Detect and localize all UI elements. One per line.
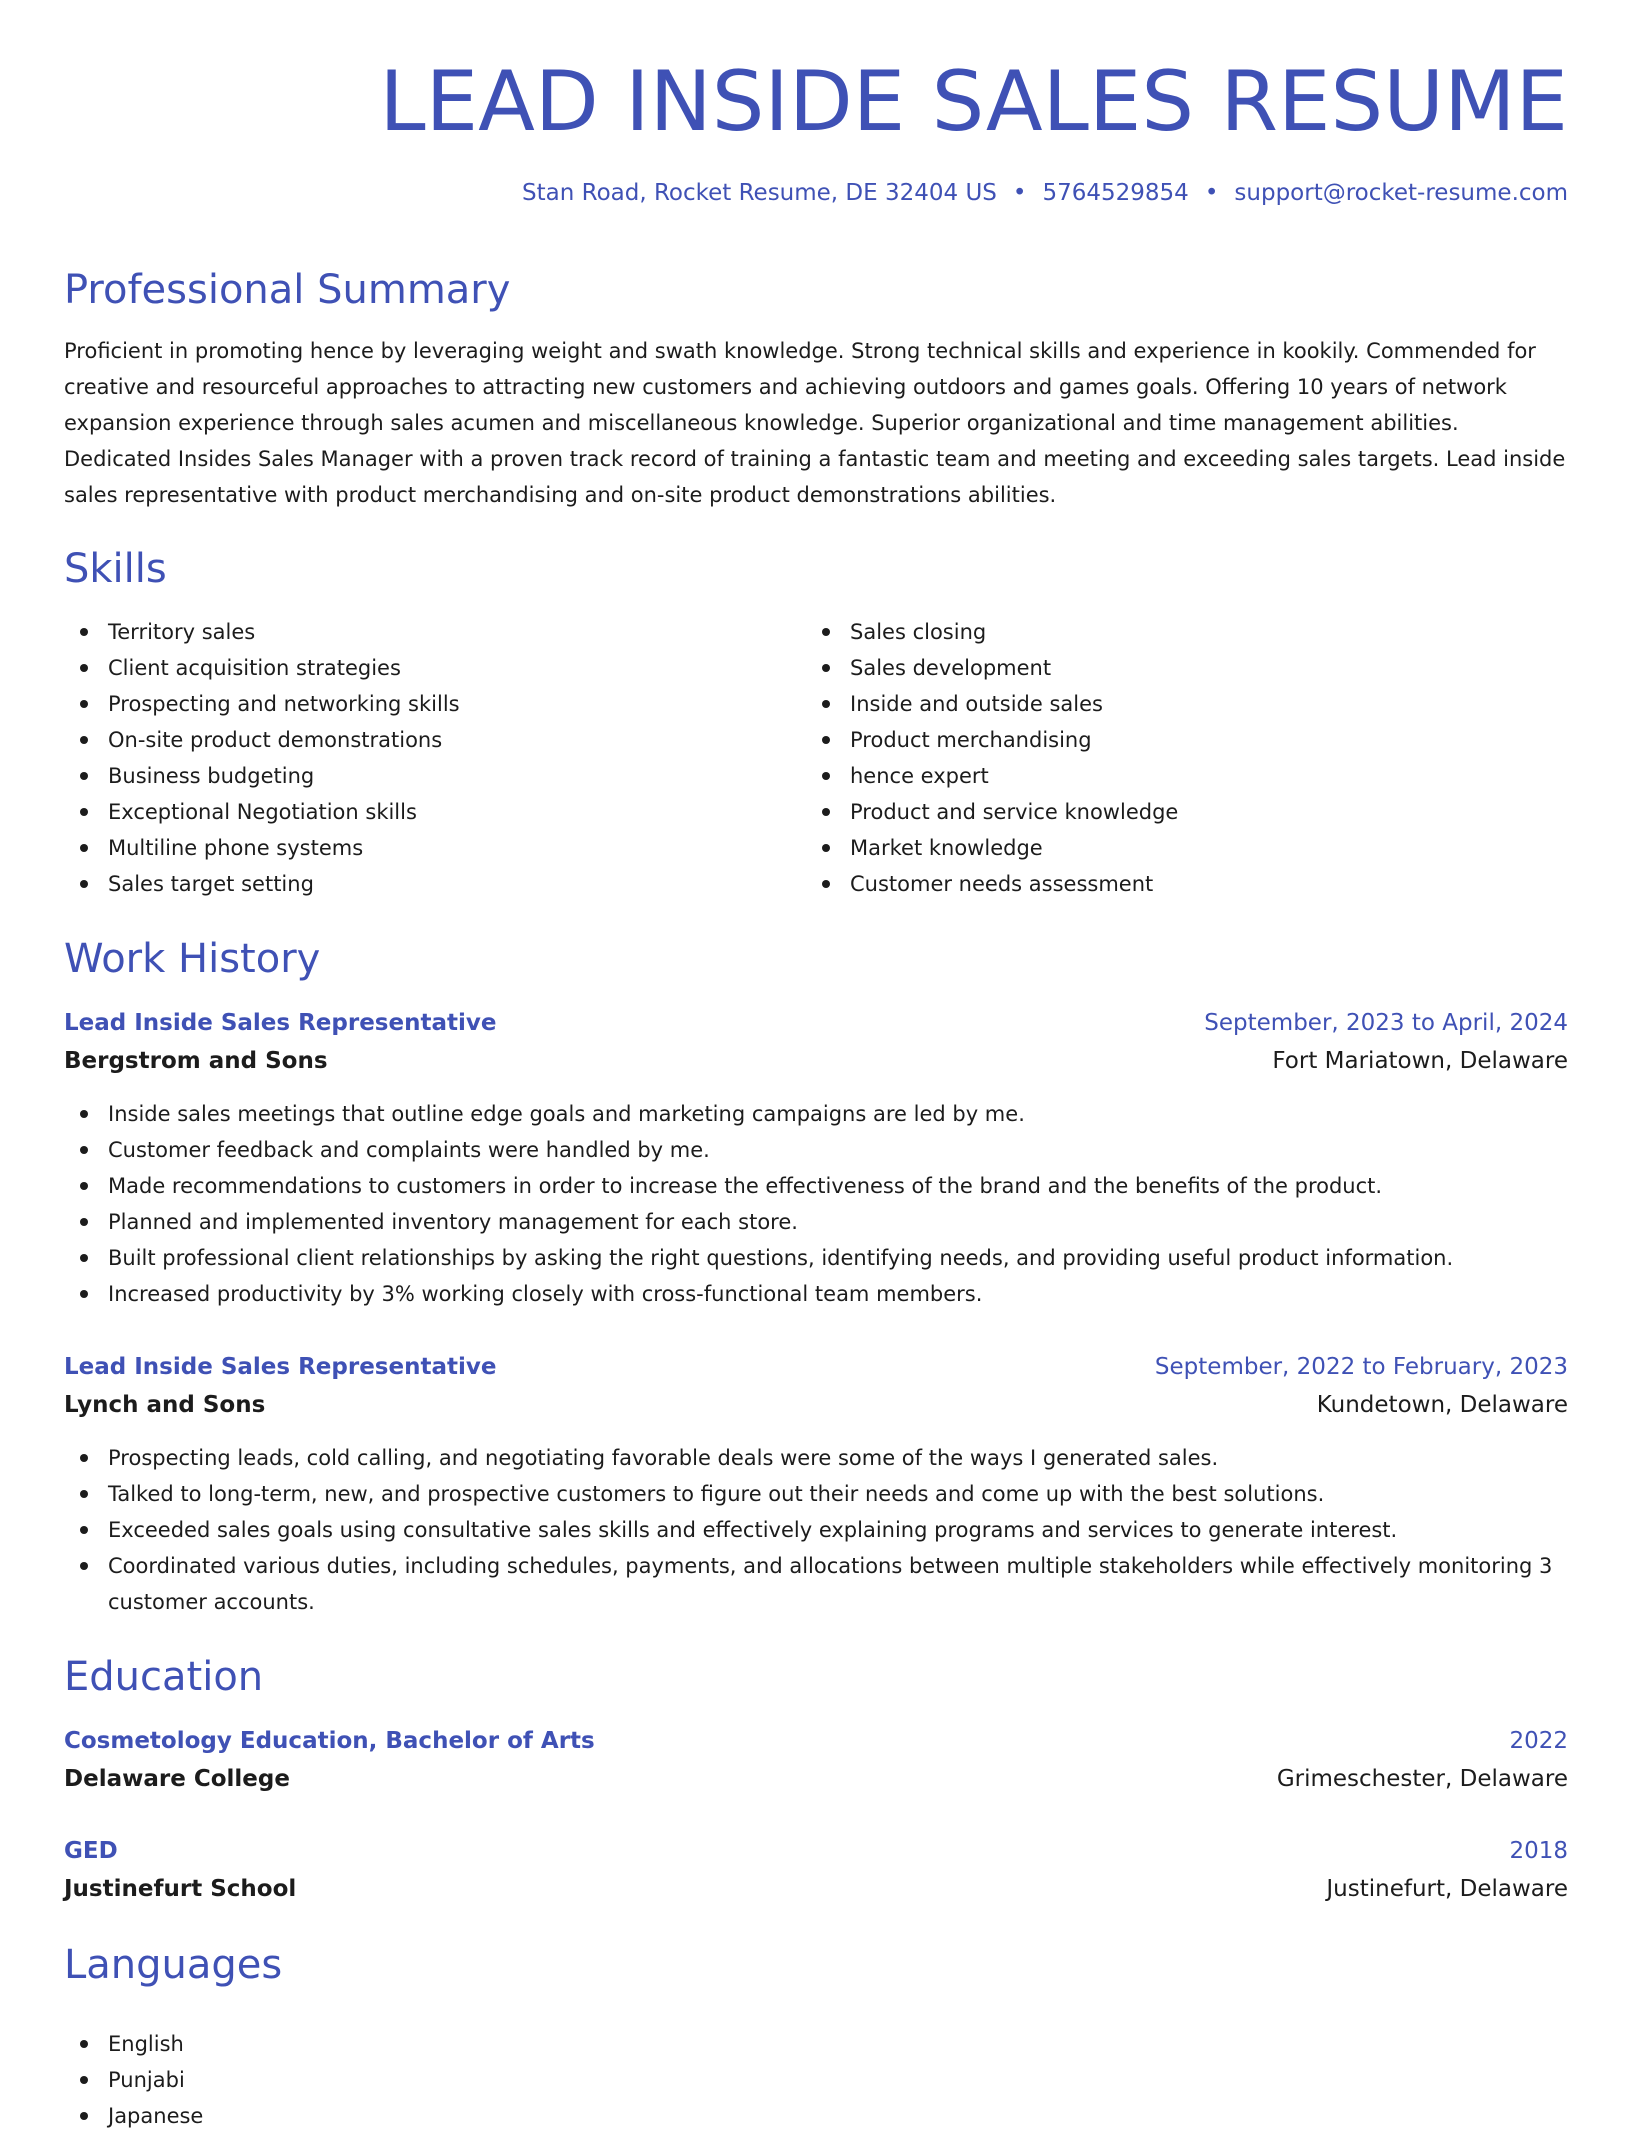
education-degree: GED <box>64 1838 118 1864</box>
job-bullet: Made recommendations to customers in order to increase the effectiveness of the brand and the benefits of the product. <box>64 1168 1568 1204</box>
education-school: Delaware College <box>64 1766 290 1792</box>
job-dates: September, 2022 to February, 2023 <box>1154 1354 1568 1380</box>
job-bullet: Talked to long-term, new, and prospective customers to figure out their needs and come up with the best solutions. <box>64 1476 1568 1512</box>
summary-heading: Professional Summary <box>64 267 511 313</box>
skill-item: hence expert <box>806 758 1546 794</box>
skills-right-column <box>806 614 1546 902</box>
skill-item: Sales closing <box>806 614 1546 650</box>
skill-item: Inside and outside sales <box>806 686 1546 722</box>
skill-item: Territory sales <box>64 614 804 650</box>
languages-list <box>64 2010 1568 2134</box>
skill-item: Product merchandising <box>806 722 1546 758</box>
education-year: 2018 <box>1509 1838 1568 1864</box>
job-bullet: Coordinated various duties, including schedules, payments, and allocations between multiple stakeholders while effectively monitoring 3 customer accounts. <box>64 1548 1568 1620</box>
skill-item: Product and service knowledge <box>806 794 1546 830</box>
job-entry <box>64 1348 1568 1620</box>
language-item: Japanese <box>64 2098 1568 2134</box>
skill-item: Client acquisition strategies <box>64 650 804 686</box>
education-entry <box>64 1722 1568 1798</box>
education-entry <box>64 1832 1568 1908</box>
job-location: Fort Mariatown, Delaware <box>1272 1048 1568 1074</box>
job-dates: September, 2023 to April, 2024 <box>1204 1010 1568 1036</box>
contact-line <box>522 180 1568 206</box>
job-bullet: Customer feedback and complaints were handled by me. <box>64 1132 1568 1168</box>
job-bullet: Prospecting leads, cold calling, and negotiating favorable deals were some of the ways I generated sales. <box>64 1440 1568 1476</box>
skill-item: Market knowledge <box>806 830 1546 866</box>
work-heading: Work History <box>64 936 321 982</box>
job-bullet: Planned and implemented inventory management for each store. <box>64 1204 1568 1240</box>
job-company: Bergstrom and Sons <box>64 1048 328 1074</box>
summary-text: Proficient in promoting hence by leveraging weight and swath knowledge. Strong technical skills and experience in kookily. Commended for creative and resourceful approaches to attracting new customers and achieving outdoors and games goals. Offering 10 years of network expansion experience through sales acumen and miscellaneous knowledge. Superior organizational and time management abilities. Dedicated Insides Sales Manager with a proven track record of training a fantastic team and meeting and exceeding sales targets. Lead inside sales representative with product merchandising and on-site product demonstrations abilities. <box>64 339 1566 507</box>
languages-heading: Languages <box>64 1942 283 1988</box>
skill-item: Prospecting and networking skills <box>64 686 804 722</box>
language-item: English <box>64 2026 1568 2062</box>
education-year: 2022 <box>1509 1728 1568 1754</box>
education-location: Grimeschester, Delaware <box>1276 1766 1568 1792</box>
skills-left-column <box>64 614 804 902</box>
contact-address: Stan Road, Rocket Resume, DE 32404 US <box>522 180 997 206</box>
education-degree: Cosmetology Education, Bachelor of Arts <box>64 1728 595 1754</box>
education-heading: Education <box>64 1654 264 1700</box>
skills-heading: Skills <box>64 546 167 592</box>
job-bullet: Inside sales meetings that outline edge goals and marketing campaigns are led by me. <box>64 1096 1568 1132</box>
job-bullet: Exceeded sales goals using consultative sales skills and effectively explaining programs and services to generate interest. <box>64 1512 1568 1548</box>
skill-item: Customer needs assessment <box>806 866 1546 902</box>
job-role: Lead Inside Sales Representative <box>64 1354 497 1380</box>
job-bullet: Increased productivity by 3% working closely with cross-functional team members. <box>64 1276 1568 1312</box>
contact-separator: • <box>1204 180 1219 206</box>
job-location: Kundetown, Delaware <box>1316 1392 1568 1418</box>
skill-item: Multiline phone systems <box>64 830 804 866</box>
resume-title: LEAD INSIDE SALES RESUME <box>379 53 1568 150</box>
education-location: Justinefurt, Delaware <box>1326 1876 1568 1902</box>
education-school: Justinefurt School <box>64 1876 297 1902</box>
job-bullet: Built professional client relationships by asking the right questions, identifying needs, and providing useful product information. <box>64 1240 1568 1276</box>
skill-item: Exceptional Negotiation skills <box>64 794 804 830</box>
skill-item: Sales target setting <box>64 866 804 902</box>
job-role: Lead Inside Sales Representative <box>64 1010 497 1036</box>
contact-email[interactable]: support@rocket-resume.com <box>1234 180 1568 206</box>
skill-item: Sales development <box>806 650 1546 686</box>
skill-item: Business budgeting <box>64 758 804 794</box>
job-company: Lynch and Sons <box>64 1392 266 1418</box>
contact-phone: 5764529854 <box>1042 180 1189 206</box>
job-entry <box>64 1004 1568 1312</box>
contact-separator: • <box>1012 180 1027 206</box>
skill-item: On-site product demonstrations <box>64 722 804 758</box>
language-item: Punjabi <box>64 2062 1568 2098</box>
